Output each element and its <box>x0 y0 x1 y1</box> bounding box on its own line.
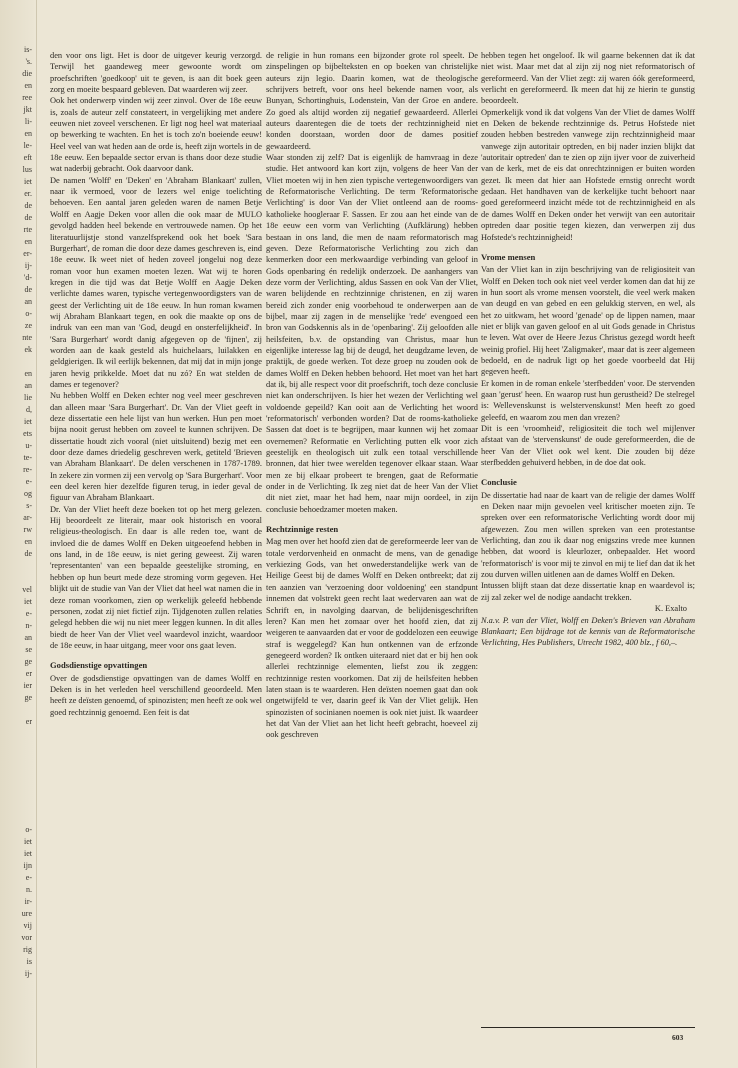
gutter-fragment: en <box>24 129 32 138</box>
gutter-fragment: de <box>24 213 32 222</box>
gutter-fragment: ge <box>24 657 32 666</box>
gutter-fragment: lie <box>24 393 32 402</box>
section-heading-godsdienstige: Godsdienstige opvattingen <box>50 660 148 671</box>
paragraph: Dr. Van der Vliet heeft deze boeken tot op het merg gelezen. Hij beoordeelt ze literair, maar ook historisch en vooral religieus-theologisch. En daar is alle reden toe, want de invloed die de dames Wolff en Deken uitgeoefend hebben in ons land, in de 18e eeuw, is niet gering geweest. Zij waren 'representanten' van een bepaalde geestelijke stroming, en hebben op hun beurt mede deze stroming vorm gegeven. Het blijkt uit de studie van Van der Vliet dat heel wat namen die in deze roman voorkomen, zien op werkelijk geleefd hebbende personen, zodat zij niet fictief zijn. Tijdgenoten zullen relaties gelegd hebben die wij nu niet meer leggen kunnen. In dit alles biedt de heer Van der Vliet veel waardevol inzicht, waardoor de 18e eeuw, in haar uitgang, meer voor ons gaat leven. <box>50 504 262 650</box>
previous-page-fragments <box>0 44 32 1054</box>
gutter-fragment: is- <box>24 45 32 54</box>
gutter-fragment: ij- <box>24 261 32 270</box>
gutter-fragment: 's. <box>25 57 32 66</box>
gutter-fragment <box>0 812 32 824</box>
paragraph: Opmerkelijk vond ik dat volgens Van der Vliet de dames Wolff en Deken de bekende rechtzinnige ds. Petrus Hofstede niet zouden hebben bestreden vanwege zijn rechtzinnigheid maar vanwege zijn autoritair optreden, en bij nader inzien blijkt dat 'autoritair optreden' dan te zien op zijn ijver voor de zuiverheid van de kerk, met de eis dat onrechtzinnigen er buiten worden gezet. Ik meen dat hier aan Hofstede ernstig onrecht wordt gedaan. Het handhaven van de kerkelijke tucht behoort naar goed gereformeerd inzicht méde tot de rechtzinnigheid en als de dames Wolff en Deken onder het verwijt van een autoritair optreden daar positie tegen kiezen, dan verwerpen zij dus Hofstede's rechtzinnigheid! <box>481 107 695 242</box>
gutter-fragment: iet <box>24 849 32 858</box>
gutter-fragment: vor <box>21 933 32 942</box>
footer-rule <box>481 1027 695 1028</box>
gutter-fragment <box>0 764 32 776</box>
gutter-fragment: ree <box>22 93 32 102</box>
gutter-fragment: an <box>24 381 32 390</box>
gutter-fragment: an <box>24 297 32 306</box>
gutter-fragment: 'd- <box>23 273 32 282</box>
gutter-fragment <box>0 356 32 368</box>
gutter-fragment: nte <box>22 333 32 342</box>
gutter-fragment: ij- <box>24 969 32 978</box>
gutter-fragment: ek <box>24 345 32 354</box>
column-3 <box>481 50 695 649</box>
gutter-fragment: er <box>25 669 32 678</box>
paragraph: Mag men over het hoofd zien dat de gereformeerde leer van de totale verdorvenheid en onmacht de mens, van de genadige verkiezing Gods, van het onwederstandelijke werk van de Heilige Geest bij de dames Wolff en Deken ontbreekt; dat zij ten aanzien van 'verzoening door voldoening' een standpunt innemen dat volstrekt geen recht laat wedervaren aan wat de Schrift en, in navolging daarvan, de belijdenisgeschriften leren? Kan men het zomaar over het hoofd zien, dat zij weigeren te aanvaarden dat er voor de goddelozen een eeuwige straf is weggelegd? Kan hun ontkennen van de erfzonde genegeerd worden? Ik ontken uiteraard niet dat er bij hen ook allerlei rechtzinnige elementen, liefst zou ik zeggen: rechtzinnige resten voorkomen. Dat zij de heilsfeiten hebben laten staan is te waarderen. Hen deïsten noemen gaat dan ook ongetwijfeld te ver, daarin geef ik Van der Vliet gelijk. Hen spinozisten of socinianen noemen is ook niet juist. Ik waardeer het dat Van der Vliet aan het licht heeft gebracht, hoeveel zij ook geschreven <box>266 537 478 740</box>
gutter-fragment: ar- <box>23 513 32 522</box>
gutter-fragment: ure <box>21 909 32 918</box>
page-fold <box>36 0 37 1068</box>
paragraph: Ook het onderwerp vinden wij zeer zinvol. Over de 18e eeuw is, zoals de auteur zelf constateert, in vergelijking met andere eeuwen niet zoveel verschenen. Er ligt nog heel wat materiaal op bewerking te wachten. En het is toch zo'n boeiende eeuw! Heel veel van wat heden aan de orde is, heeft zijn wortels in de 18e eeuw. Een bepaalde sector ervan is thans door deze studie wat naderbij gebracht. Ook daarvoor dank. <box>50 96 262 174</box>
paragraph: hebben tegen het ongeloof. Ik wil gaarne bekennen dat ik dat niet wist. Maar met dat al zijn zij nog niet reformatorisch of gereformeerd. Van der Vliet zegt: zij waren óók gereformeerd, verlicht en gereformeerd. Ik meen dat hij ze hierin te gunstig beoordeelt. <box>481 51 695 106</box>
paragraph: den voor ons ligt. Het is door de uitgever keurig verzorgd. Terwijl het gaandeweg meer gewoonte wordt om proefschriften 'goedkoop' uit te geven, is aan dit boek geen zorg en moeite bespaard gebleven. Dat waarderen wij zeer. <box>50 51 262 95</box>
gutter-fragment: s- <box>26 501 32 510</box>
gutter-fragment: rig <box>23 945 32 954</box>
gutter-fragment: li- <box>24 117 32 126</box>
gutter-fragment: ze <box>24 321 32 330</box>
gutter-fragment: e- <box>25 609 32 618</box>
gutter-fragment: le- <box>23 141 32 150</box>
gutter-fragment: se <box>25 645 32 654</box>
gutter-fragment <box>0 800 32 812</box>
gutter-fragment: rte <box>23 225 32 234</box>
gutter-fragment: re- <box>23 465 32 474</box>
gutter-fragment: u- <box>25 441 32 450</box>
gutter-fragment: jkt <box>23 105 32 114</box>
gutter-fragment: o- <box>25 309 32 318</box>
gutter-fragment <box>0 752 32 764</box>
gutter-fragment <box>0 788 32 800</box>
paragraph: Waar stonden zij zelf? Dat is eigenlijk de hamvraag in deze studie. Het antwoord kan kort zijn, volgens de heer Van der Vliet moeten wij in hen zien typische vertegenwoordigers van de Reformatorische Verlichting. De term 'Reformatorische Verlichting' is door Van der Vliet ontleend aan de rooms-katholieke hoogleraar F. Sassen. Er zou aan het einde van de 18e eeuw een vorm van Verlichting (Aufklärung) hebben bestaan in ons land, die men de naam reformatorisch mag geven. Deze Reformatorische Verlichting zou zich dan kenmerken door een merkwaardige verbinding van geloof in Gods openbaring én redelijk onderzoek. De aanhangers van deze vorm der Verlichting, aldus Sassen en ook Van der Vliet, waren belijdende en rechtzinnige christenen, en zij waren bereid zich zonder enig voorbehoud te onderwerpen aan de bijbel, maar zij zagen in de menselijke 'rede' evengoed een bron van Godskennis als in de 'openbaring'. Zij geloofden alle heilsfeiten, b.v. de opstanding van Christus, maar hun eigenlijke interesse lag bij de deugd, het deugdzame leven, de praktijk, de goede werken. Tot deze groep nu zouden ook de dames Wolff en Deken hebben behoord. Het moet van het hart dat ik, bij alle respect voor dit proefschrift, toch deze conclusie niet kan onderschrijven. Is hier het wezen der Verlichting wel voldoende gepeild? Kan ooit aan de Verlichting het woord 'reformatorisch' verbonden worden? Dat de rooms-katholieke Sassen dat doet is te begrijpen, maar kunnen wij het zomaar overnemen? Reformatie en Verlichting putten elk voor zich geestelijk en theologisch uit zulk een totaal verschillende bronnen, dat hier twee werelden tegenover elkaar staan. Waar men ze bij elkaar probeert te brengen, gaat de Reformatie onder in de Verlichting. Ik zeg niet dat de heer Van der Vliet dit niet ziet, maar het had hem, naar mijn oordeel, in zijn conclusie behoedzamer moeten maken. <box>266 153 478 514</box>
gutter-fragment: iet <box>24 837 32 846</box>
gutter-fragment: en <box>24 81 32 90</box>
section-heading-vrome: Vrome mensen <box>481 251 536 262</box>
column-1 <box>50 50 262 718</box>
gutter-fragment: die <box>22 69 32 78</box>
author-signature: K. Exalto <box>654 604 687 614</box>
left-gutter <box>0 0 34 1068</box>
gutter-fragment: ets <box>23 429 32 438</box>
gutter-fragment: iet <box>24 177 32 186</box>
gutter-fragment: e- <box>25 873 32 882</box>
gutter-fragment: e- <box>25 477 32 486</box>
gutter-fragment <box>0 728 32 740</box>
gutter-fragment <box>0 560 32 572</box>
gutter-fragment: rw <box>23 525 32 534</box>
gutter-fragment: vij <box>23 921 32 930</box>
gutter-fragment <box>0 704 32 716</box>
paragraph: De dissertatie had naar de kaart van de religie der dames Wolff en Deken naar mijn gevoelen veel kritischer moeten zijn. Te spreken over een reformatorische Verlichting wordt door mij afgewezen. Zou men willen spreken van een protestantse Verlichting, dan zou ik daar nog enigszins vrede mee kunnen hebben, dat woord is kleurlozer, onbepaalder. Het woord 'reformatorisch' is voor mij te zinvol en mij te lief dan dat ik het zou durven willen uitlenen aan de dames Wolff en Deken. <box>481 490 695 580</box>
gutter-fragment: o- <box>25 825 32 834</box>
gutter-fragment: iet <box>24 597 32 606</box>
gutter-fragment: er- <box>23 249 32 258</box>
book-reference: N.a.v. P. van der Vliet, Wolff en Deken's Brieven van Abraham Blankaart; Een bijdrage tot de kennis van de Reformatorische Verlichting, Hes Publishers, Utrecht 1982, 400 blz., f 60,–. <box>481 615 695 648</box>
paragraph: Nu hebben Wolff en Deken echter nog veel meer geschreven dan alleen maar 'Sara Burgerhart'. Dr. Van der Vliet geeft in deze dissertatie een hele lijst van hun werken. Hun pen moet bijna nooit gerust hebben om zoveel te kunnen schrijven. De dissertatie houdt zich vooral (niet uitsluitend) bezig met een door deze dames driedelig geschreven werk, getiteld 'Brieven van Abraham Blankaart'. De delen verschenen in 1787-1789. In zekere zin vormen zij een vervolg op 'Sara Burgerhart'. Voor een deel keren hier dezelfde figuren terug, in ieder geval de figuur van Abraham Blankaart. <box>50 391 262 503</box>
gutter-fragment: ge <box>24 693 32 702</box>
gutter-fragment: en <box>24 237 32 246</box>
paragraph: De namen 'Wolff' en 'Deken' en 'Abraham Blankaart' zullen, naar ik vermoed, voor de lezers wel enige toelichting behoeven. Een aantal jaren geleden waren de namen Betje Wolff en Aagje Deken voor allen die ook maar de MULO gevolgd hadden heel bekende en vertrouwede namen. Op het literatuurlijstje stond vanzelfsprekend ook het boek 'Sara Burgerhart', de roman die door deze dames geschreven is, eind 18e eeuw. Ik weet niet of heden zoveel jongelui nog deze roman voor hun examen moeten lezen. Wat wij te horen kregen in die tijd was dat Betje Wolff en Aagje Deken verlichte dames waren, typische vertegenwoordigsters van de geest der Verlichting uit de 18e eeuw. In hun roman kwamen wij Abraham Blankaart tegen, en ook die maakte op ons de indruk van een man van 'God, deugd en onsterfelijkheid'. In 'Sara Burgerhart' wordt danig afgegeven op de 'fijnen', zij worden aan de kaak gesteld als huichelaars, luilakken en geldgierigen. Ik wil eerlijk bekennen, dat mij dat in mijn jonge jaren hevig prikkelde. Moet dat nu zó? En wat stelden de dames er tegenover? <box>50 175 262 389</box>
paragraph: Intussen blijft staan dat deze dissertatie knap en waardevol is; zij zal zeker wel de nodige aandacht trekken. <box>481 581 695 602</box>
column-2 <box>266 50 478 741</box>
gutter-fragment: ir- <box>24 897 32 906</box>
gutter-fragment: de <box>24 285 32 294</box>
gutter-fragment: de <box>24 549 32 558</box>
gutter-fragment <box>0 776 32 788</box>
gutter-fragment: og <box>24 489 32 498</box>
paragraph: Er komen in de roman enkele 'sterfbedden' voor. De stervenden gaan 'gerust' heen. En waarop rust hun gerustheid? De stelregel is: Wellevenskunst is welstervenskunst! Men heeft zo goed geleefd, en waarom zou men dan vrezen? <box>481 378 695 422</box>
gutter-fragment: en <box>24 537 32 546</box>
gutter-fragment: n. <box>26 885 32 894</box>
page-number: 603 <box>672 1033 684 1042</box>
gutter-fragment: d, <box>26 405 32 414</box>
gutter-fragment: de <box>24 201 32 210</box>
gutter-fragment: te- <box>23 453 32 462</box>
gutter-fragment: an <box>24 633 32 642</box>
gutter-fragment: er <box>25 717 32 726</box>
gutter-fragment: vel <box>22 585 32 594</box>
paragraph: de religie in hun romans een bijzonder grote rol speelt. De zinspelingen op bijbelteksten en op boeken van christelijke auteurs zijn legio. Daarin komen, wat de theologische schrijvers betreft, voor ons heel bekende namen voor, als Bunyan, Schortinghuis, Lodenstein, Van der Groe en andere. Zo goed als altijd worden zij negatief gewaardeerd. Allerlei auteurs daarentegen die de toets der rechtzinnigheid niet konden doorstaan, worden door de dames positief gewaardeerd. <box>266 51 478 151</box>
paragraph: Dit is een 'vroomheid', religiositeit die toch wel mijlenver afstaat van de 'stervenskunst' de oude gereformeerden, die de heer Van der Vliet ook wel kent. Die zouden bij déze sterfbedden gehuiverd hebben, in de doe dat ook. <box>481 424 695 468</box>
gutter-fragment: n- <box>25 621 32 630</box>
gutter-fragment: er. <box>24 189 32 198</box>
gutter-fragment: is <box>26 957 32 966</box>
gutter-fragment <box>0 572 32 584</box>
section-heading-rechtzinnige: Rechtzinnige resten <box>266 524 339 535</box>
gutter-fragment: en <box>24 369 32 378</box>
section-heading-conclusie: Conclusie <box>481 477 517 488</box>
paragraph: Over de godsdienstige opvattingen van de dames Wolff en Deken is in het verleden heel verschillend geoordeeld. Men heeft ze deïsten genoemd, of spinozisten; men heeft ze ook wel goed rechtzinnig genoemd. Een feit is dat <box>50 673 262 717</box>
gutter-fragment: ijn <box>23 861 32 870</box>
gutter-fragment: iet <box>24 417 32 426</box>
gutter-fragment: eft <box>23 153 32 162</box>
paragraph: Van der Vliet kan in zijn beschrijving van de religiositeit van Wolff en Deken toch ook niet veel verder komen dan dat hij ze in hun soort als vrome mensen voorstelt, die veel werk maken van deugd en van gebed en een gelukkig sterven, en wel, als het zo uitkwam, het woord 'genade' op de lippen namen, maar niet er blijk van gaven geloof en al uit Gods genade in Christus te leven. Wat over de Heere Jezus Christus gezegd wordt heeft weinig profiel. Hij heet 'Zaligmaker', maar dat is zeer algemeen bedoeld, en de nadruk ligt op het goede voorbeeld dat Hij gegeven heeft. <box>481 265 695 377</box>
gutter-fragment: ier <box>23 681 32 690</box>
gutter-fragment <box>0 740 32 752</box>
gutter-fragment: lus <box>22 165 32 174</box>
